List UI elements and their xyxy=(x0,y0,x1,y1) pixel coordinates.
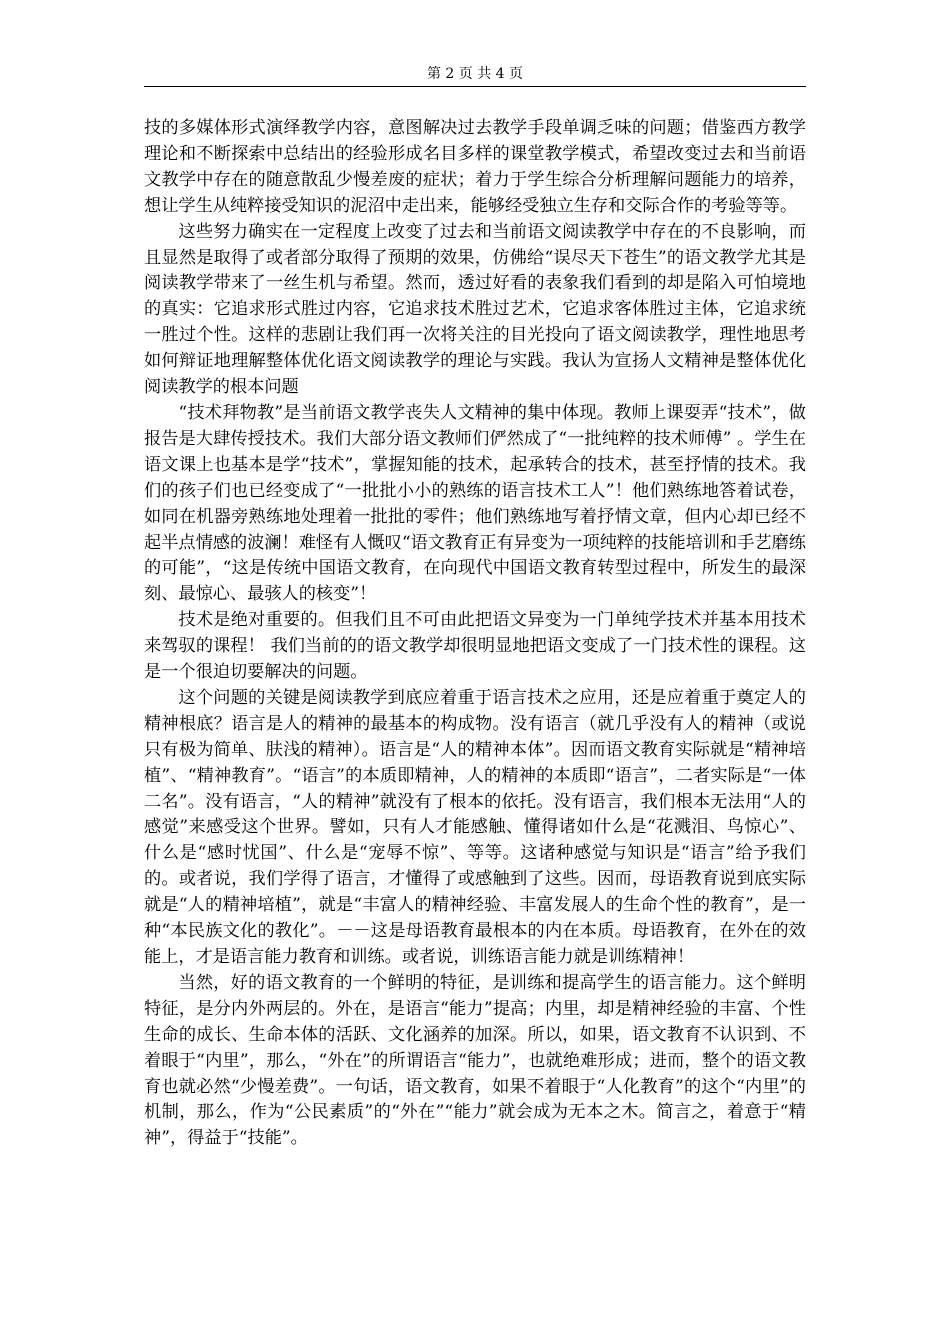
paragraph: “技术拜物教”是当前语文教学丧失人文精神的集中体现。教师上课耍弄“技术”，做报告是大肆传授技术。我们大部分语文教师们俨然成了“一批纯粹的技术师傅” 。学生在语文课上也基本是学“技术”，掌握知能的技术，起承转合的技术，甚至抒情的技术。我们的孩子们也已经变成了“一批批小小的熟练的语言技术工人”！他们熟练地答着试卷，如同在机器旁熟练地处理着一批批的零件；他们熟练地写着抒情文章，但内心却已经不起半点情感的波澜！难怪有人慨叹“语文教育正有异变为一项纯粹的技能培训和手艺磨练的可能”，“这是传统中国语文教育，在向现代中国语文教育转型过程中，所发生的最深刻、最惊心、最骇人的核变”！ xyxy=(144,402,806,605)
paragraph: 技术是绝对重要的。但我们且不可由此把语文异变为一门单纯学技术并基本用技术来驾驭的课程！ 我们当前的的语文教学却很明显地把语文变成了一门技术性的课程。这是一个很迫切要解决的问题。 xyxy=(144,610,806,683)
page-header: 第 2 页 共 4 页 xyxy=(426,66,524,82)
paragraph: 这个问题的关键是阅读教学到底应着重于语言技术之应用，还是应着重于奠定人的精神根底？语言是人的精神的最基本的构成物。没有语言（就几乎没有人的精神（或说只有极为简单、肤浅的精神）。语言是“人的精神本体”。因而语文教育实际就是“精神培植”、“精神教育”。“语言”的本质即精神，人的精神的本质即“语言”，二者实际是“一体二名”。没有语言，“人的精神”就没有了根本的依托。没有语言，我们根本无法用“人的感觉”来感受这个世界。譬如，只有人才能感触、懂得诸如什么是“花溅泪、鸟惊心”、什么是“感时忧国”、什么是“宠辱不惊”、等等。这诸种感觉与知识是“语言”给予我们的。或者说，我们学得了语言，才懂得了或感触到了这些。因而，母语教育说到底实际就是“人的精神培植”，就是“丰富人的精神经验、丰富发展人的生命个性的教育”，是一种“本民族文化的教化”。－－这是母语教育最根本的内在本质。母语教育，在外在的效能上，才是语言能力教育和训练。或者说，训练语言能力就是训练精神！ xyxy=(144,687,806,967)
paragraph-continuation: 技的多媒体形式演绎教学内容，意图解决过去教学手段单调乏味的问题；借鉴西方教学理论和不断探索中总结出的经验形成名目多样的课堂教学模式，希望改变过去和当前语文教学中存在的随意散乱少慢差废的症状；着力于学生综合分析理解问题能力的培养，想让学生从纯粹接受知识的泥沼中走出来，能够经受独立生存和交际合作的考验等等。 xyxy=(144,118,806,216)
paragraph: 当然，好的语文教育的一个鲜明的特征，是训练和提高学生的语言能力。这个鲜明特征，是分内外两层的。外在，是语言“能力”提高；内里，却是精神经验的丰富、个性生命的成长、生命本体的活跃、文化涵养的加深。所以，如果，语文教育不认识到、不着眼于“内里”，那么，“外在”的所谓语言“能力”，也就绝难形成；进而，整个的语文教育也就必然“少慢差费”。一句话，语文教育，如果不着眼于“人化教育”的这个“内里”的机制，那么，作为“公民素质”的“外在”“能力”就会成为无本之木。简言之，着意于“精神”，得益于“技能”。 xyxy=(144,972,806,1149)
header-rule xyxy=(144,86,806,87)
document-body xyxy=(144,116,806,1152)
paragraph: 这些努力确实在一定程度上改变了过去和当前语文阅读教学中存在的不良影响，而且显然是取得了或者部分取得了预期的效果，仿佛给“误尽天下苍生”的语文教学尤其是阅读教学带来了一丝生机与希望。然而，透过好看的表象我们看到的却是陷入可怕境地的真实：它追求形式胜过内容，它追求技术胜过艺术，它追求客体胜过主体，它追求统一胜过个性。这样的悲剧让我们再一次将关注的目光投向了语文阅读教学，理性地思考如何辩证地理解整体优化语文阅读教学的理论与实践。我认为宣扬人文精神是整体优化阅读教学的根本问题 xyxy=(144,221,806,398)
